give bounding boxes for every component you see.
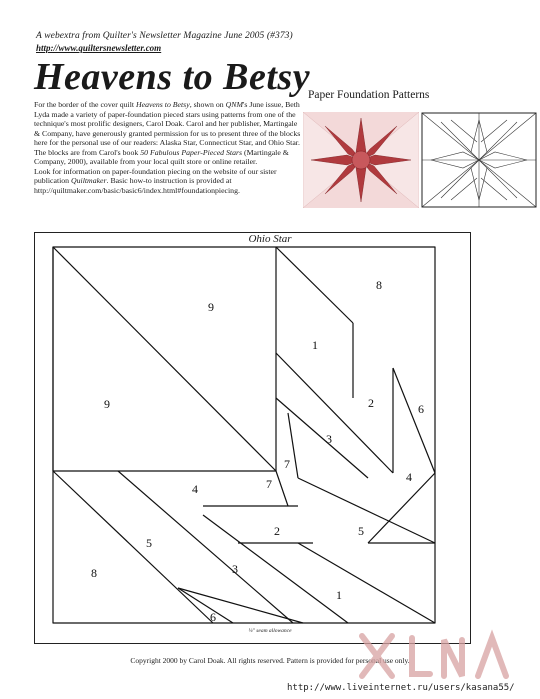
piece-number: 1 <box>312 338 318 352</box>
intro-text <box>34 100 302 195</box>
piece-number: 6 <box>210 610 216 624</box>
page-title: Heavens to Betsy <box>34 56 311 98</box>
piece-number: 6 <box>418 402 424 416</box>
line-star-thumbnail <box>421 112 537 208</box>
piece-number: 8 <box>91 566 97 580</box>
piece-number: 4 <box>406 470 412 484</box>
seam-allowance-note: ¼" seam allowance <box>248 628 292 634</box>
intro-paragraph-1: For the border of the cover quilt Heavens to Betsy, shown on QNM's June issue, Beth Lyda made a variety of paper-foundation pieced stars using patterns from one of the technique's most prolific designers, Carol Doak. Carol and her publisher, Martingale & Company, have generously granted permission for us to present three of the blocks here for the personal use of our readers: Alaska Star, Connecticut Star, and Ohio Star. The blocks are from Carol's book 50 Fabulous Paper-Pieced Stars (Martingale & Company, 2000), available from your local quilt store or online retailer. <box>34 100 301 166</box>
copyright-notice: Copyright 2000 by Carol Doak. All rights reserved. Pattern is provided for personal use only. <box>130 656 410 665</box>
piece-number: 2 <box>274 524 280 538</box>
intro-paragraph-2: Look for information on paper-foundation piecing on the website of our sister publication Quiltmaker. Basic how-to instruction is provided at http://quiltmaker.com/basic/basic6/index.html#foundationpiecing. <box>34 166 277 195</box>
watermark-url: http://www.liveinternet.ru/users/kasana55/ <box>287 683 515 693</box>
block-title: Ohio Star <box>248 233 292 245</box>
piece-number: 5 <box>358 524 364 538</box>
piece-number: 1 <box>336 588 342 602</box>
watermark-logo <box>352 626 522 686</box>
webextra-line: A webextra from Quilter's Newsletter Magazine June 2005 (#373) <box>36 31 293 41</box>
website-link[interactable]: http://www.quiltersnewsletter.com <box>36 43 162 53</box>
piece-number: 9 <box>104 397 110 411</box>
piece-number: 7 <box>284 457 290 471</box>
ohio-star-pattern <box>38 243 438 628</box>
colored-star-thumbnail <box>303 112 419 208</box>
page-subtitle: Paper Foundation Patterns <box>308 89 430 101</box>
piece-number: 9 <box>208 300 214 314</box>
piece-number: 3 <box>232 562 238 576</box>
piece-number: 5 <box>146 536 152 550</box>
piece-number: 7 <box>266 477 272 491</box>
piece-number: 8 <box>376 278 382 292</box>
piece-number: 4 <box>192 482 198 496</box>
piece-number: 2 <box>368 396 374 410</box>
piece-number: 3 <box>326 432 332 446</box>
